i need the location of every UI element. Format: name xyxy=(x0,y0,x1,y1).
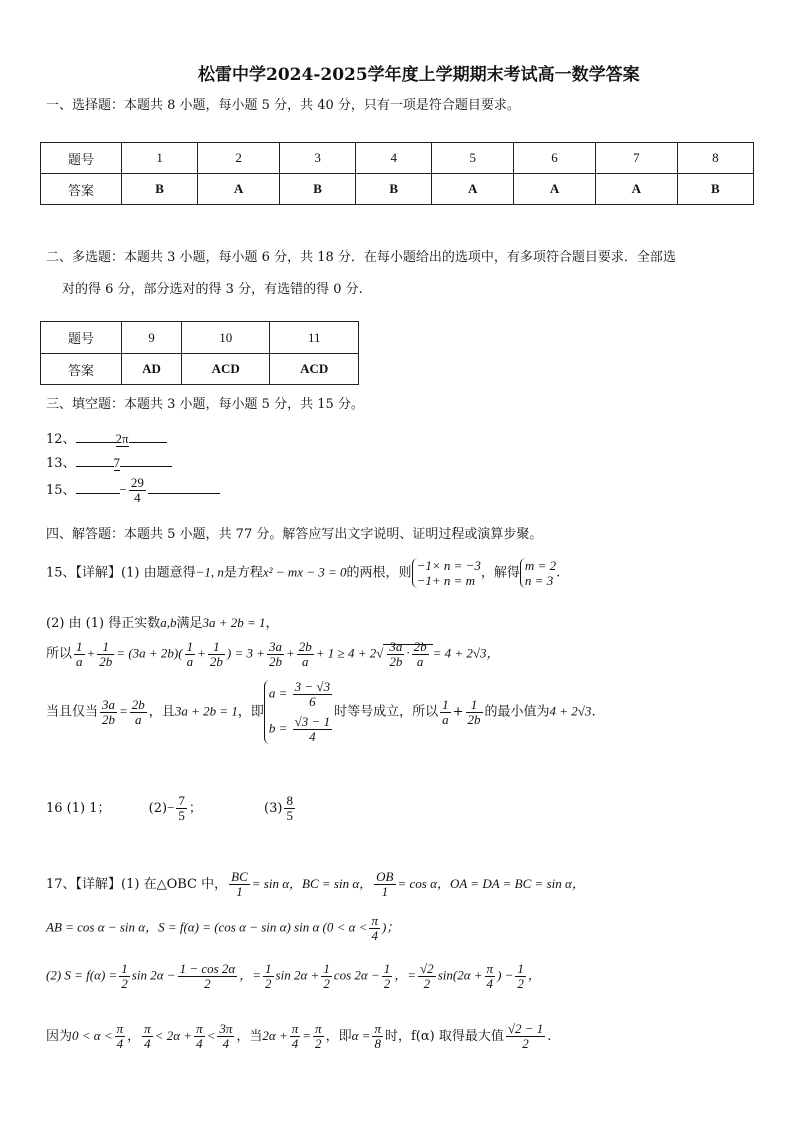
q17-line4: 因为0 < α < $\frac{\pi}{4}$ ， $\frac{\pi}{4}$ < 2α + $\frac{\pi}{4}$ < $\frac{3\pi}{4}$ ，当2α + $\frac{\pi}{4}$ = $\frac{\pi}{2}$ ，即α = $\frac{\pi}{8}$ 时，f(α) 取得最大值 $\frac{√2 - 1}{2}$ . xyxy=(46,1021,552,1051)
question-number: 6 xyxy=(514,143,596,174)
solution-system: m = 2 n = 3 xyxy=(520,558,556,588)
answer-cell: ACD xyxy=(182,354,270,385)
answer-cell: B xyxy=(677,174,753,205)
fill-item-answer: 7 xyxy=(113,455,121,470)
question-number: 4 xyxy=(356,143,432,174)
row-label-answer: 答案 xyxy=(41,354,122,385)
answer-cell: ACD xyxy=(270,354,359,385)
q15-line3: 所以 $\frac{1}{a}$ + $\frac{1}{2b}$ = (3a + 2b)( $\frac{1}{a}$ + $\frac{1}{2b}$ ) = 3 + $\frac{3a}{2b}$ + $\frac{2b}{a}$ + 1 ≥ 4 + 2√ $\frac{3a}{2b}$ · $\frac{2b}{a}$ = 4 + 2√3， xyxy=(46,639,500,669)
page-title: 松雷中学2024-2025学年度上学期期末考试高一数学答案 xyxy=(198,65,640,85)
fill-item-label: 12、 xyxy=(46,432,76,447)
answer-cell: B xyxy=(122,174,198,205)
question-number: 2 xyxy=(198,143,280,174)
q15-line1: 15、【详解】(1) 由题意得−1, n是方程x² − mx − 3 = 0的两根，则 −1× n = −3 −1+ n = m ，解得 m = 2 n = 3 . xyxy=(46,558,561,588)
answer-row xyxy=(41,174,754,205)
section2-heading-line2: 对的得 6 分，部分选对的得 3 分，有选错的得 0 分. xyxy=(62,282,363,297)
question-number: 9 xyxy=(122,322,182,354)
answer-cell: B xyxy=(356,174,432,205)
question-number-row xyxy=(41,143,754,174)
question-number: 5 xyxy=(432,143,514,174)
fill-item-sign: − xyxy=(119,482,127,497)
section2-heading-line1: 二、多选题：本题共 3 小题，每小题 6 分，共 18 分．在每小题给出的选项中，有多项符合题目要求．全部选 xyxy=(46,250,676,265)
row-label-answer: 答案 xyxy=(41,174,122,205)
answer-row xyxy=(41,354,359,385)
q17-line3: (2) S = f(α) = $\frac{1}{2}$ sin 2α − $\frac{1 - \cos 2\alpha}{2}$ ，= $\frac{1}{2}$ sin 2α + $\frac{1}{2}$ cos 2α − $\frac{1}{2}$ ，= $\frac{√2}{2}$ sin(2α + $\frac{\pi}{4}$ ) − $\frac{1}{2}$ ， xyxy=(46,961,541,991)
choice-answer-table xyxy=(40,142,754,205)
fill-item-label: 15、 xyxy=(46,483,76,498)
q15-line2: (2) 由 (1) 得正实数a,b满足3a + 2b = 1， xyxy=(46,615,279,631)
equality-condition: a = $\frac{3 - √3}{6}$ b = $\frac{√3 - 1}{4}$ xyxy=(264,680,334,744)
row-label-number: 题号 xyxy=(41,322,122,354)
q17-line1: 17、【详解】(1) 在△OBC 中， $\frac{BC}{1}$ = sin α，BC = sin α， $\frac{OB}{1}$ = cos α，OA = DA = BC = sin α， xyxy=(46,869,585,899)
q17-line2: AB = cos α − sin α，S = f(α) = (cos α − sin α) sin α (0 < α < $\frac{\pi}{4}$ )； xyxy=(46,913,400,943)
row-label-number: 题号 xyxy=(41,143,122,174)
fill-item-13 xyxy=(46,452,172,471)
fill-item-15 xyxy=(46,476,220,505)
answer-cell: A xyxy=(514,174,596,205)
fill-item-12 xyxy=(46,428,167,447)
answer-cell: A xyxy=(432,174,514,205)
question-number: 3 xyxy=(279,143,355,174)
answer-cell: B xyxy=(279,174,355,205)
fill-item-label: 13、 xyxy=(46,456,76,471)
answer-cell: A xyxy=(198,174,280,205)
equation-system: −1× n = −3 −1+ n = m xyxy=(412,558,481,588)
question-number: 8 xyxy=(677,143,753,174)
multi-choice-answer-table xyxy=(40,321,359,385)
section1-heading: 一、选择题：本题共 8 小题，每小题 5 分，共 40 分，只有一项是符合题目要求。 xyxy=(46,98,520,113)
fill-item-fraction: $\frac{29}{4}$ xyxy=(130,475,144,505)
question-number: 7 xyxy=(595,143,677,174)
q15-line4: 当且仅当 $\frac{3a}{2b}$ = $\frac{2b}{a}$ ，且3a + 2b = 1，即 a = $\frac{3 - √3}{6}$ b = $\frac{√3 - 1}{4}$ 时等号成立，所以 $\frac{1}{a}$ + $\frac{1}{2b}$ 的最小值为4 + 2√3. xyxy=(46,679,596,744)
section3-heading: 三、填空题：本题共 3 小题，每小题 5 分，共 15 分。 xyxy=(46,397,364,412)
q16-answers: 16 (1) 1； (2)− $\frac{7}{5}$ ； (3) $\frac{8}{5}$ xyxy=(46,793,293,823)
question-number-row xyxy=(41,322,359,354)
section4-heading: 四、解答题：本题共 5 小题，共 77 分。解答应写出文字说明、证明过程或演算步聚。 xyxy=(46,527,543,542)
answer-cell: A xyxy=(595,174,677,205)
question-number: 1 xyxy=(122,143,198,174)
question-number: 10 xyxy=(182,322,270,354)
question-number: 11 xyxy=(270,322,359,354)
answer-cell: AD xyxy=(122,354,182,385)
fill-item-answer: 2π xyxy=(115,431,129,446)
